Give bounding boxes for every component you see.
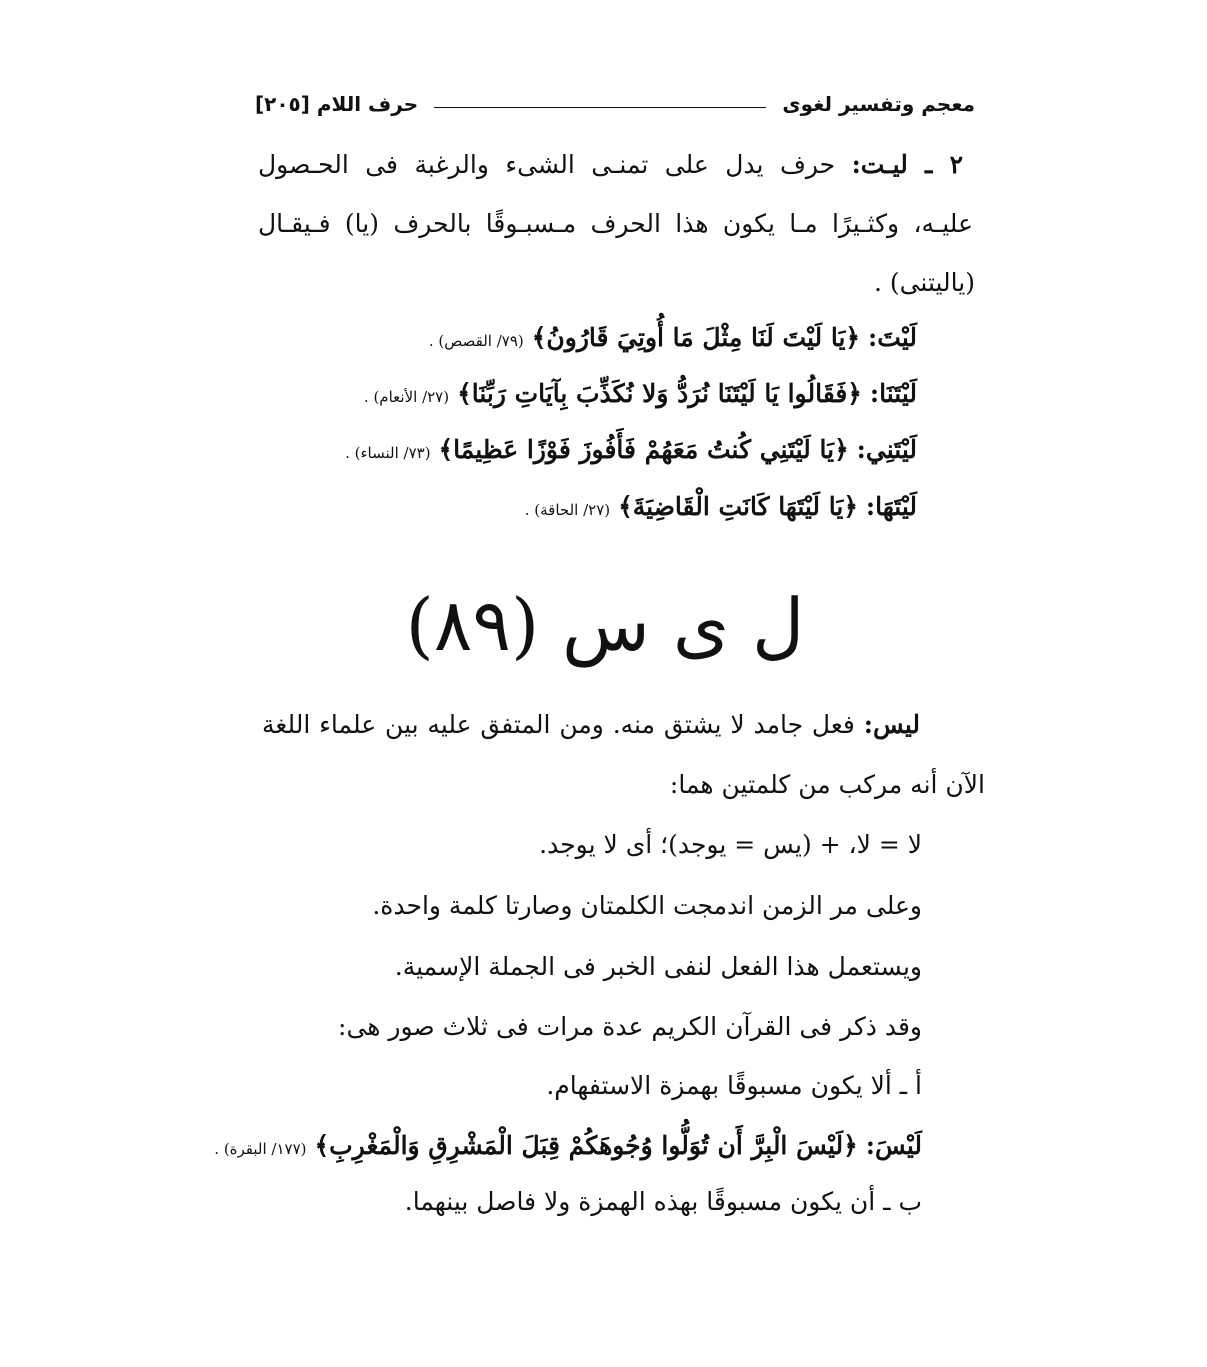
book-title: معجم وتفسير لغوى (782, 92, 975, 116)
laysa-usage-line: ويستعمل هذا الفعل لنفى الخبر فى الجملة الإسمية. (394, 952, 922, 981)
quran-verse: ﴿فَقَالُوا يَا لَيْتَنَا نُرَدُّ وَلا نُكَذِّبَ بِآيَاتِ رَبِّنَا﴾ (457, 379, 862, 408)
quran-verse: ﴿يَا لَيْتَنِي كُنتُ مَعَهُمْ فَأَفُوزَ فَوْزًا عَظِيمًا﴾ (438, 435, 849, 464)
section-reference: حرف اللام [٢٠٥] (255, 92, 419, 116)
running-header (255, 86, 975, 122)
verse-reference: (٧٩/ القصص) . (428, 332, 524, 350)
example-word: لَيْتَنِي: (856, 435, 917, 464)
example-word: لَيْتَنَا: (869, 379, 917, 408)
layt-definition-line-3 (874, 263, 975, 303)
header-rule (434, 107, 766, 108)
laysa-intro-line-2: الآن أنه مركب من كلمتين هما: (669, 770, 985, 799)
layt-example-1 (429, 318, 917, 361)
layt-definition-line-2 (258, 204, 973, 244)
layt-definition-line-1 (258, 145, 963, 185)
layt-text-line-2: عليـه، وكثـيرًا مـا يكون هذا الحرف مـسبـوقًا بالحرف (يا) فـيقـال (258, 209, 973, 238)
laysa-quran-line: وقد ذكر فى القرآن الكريم عدة مرات فى ثلاث صور هى: (338, 1012, 922, 1041)
layt-example-4 (525, 487, 917, 530)
laysa-intro-line-1 (262, 705, 920, 745)
example-word: لَيْتَهَا: (865, 492, 917, 521)
quran-verse: ﴿يَا لَيْتَهَا كَانَتِ الْقَاضِيَةَ﴾ (618, 492, 858, 521)
verse-reference: (٢٧/ الحاقة) . (524, 501, 611, 519)
laysa-intro-word: ليس: (863, 710, 920, 739)
laysa-case-b: ب ـ أن يكون مسبوقًا بهذه الهمزة ولا فاصل بينهما. (404, 1187, 922, 1216)
laysa-merge-line: وعلى مر الزمن اندمجت الكلمتان وصارتا كلمة واحدة. (372, 891, 922, 920)
example-word: لَيْتَ: (868, 323, 917, 352)
layt-text-line-3: (ياليتنى) . (873, 268, 975, 297)
layt-text-line-1: حرف يدل على تمنـى الشىء والرغبة فى الحـصول (258, 150, 836, 179)
quran-verse: ﴿يَا لَيْتَ لَنَا مِثْلَ مَا أُوتِيَ قَارُونُ﴾ (531, 323, 861, 352)
entry-heading: ل ى س (٨٩) (405, 583, 805, 667)
verse-reference: (٢٧/ الأنعام) . (363, 388, 450, 406)
laysa-example (214, 1126, 922, 1169)
verse-reference: (٧٣/ النساء) . (345, 444, 431, 462)
layt-example-3 (345, 430, 917, 473)
laysa-case-a: أ ـ ألا يكون مسبوقًا بهمزة الاستفهام. (546, 1071, 922, 1100)
layt-example-2 (364, 374, 917, 417)
laysa-intro-text: فعل جامد لا يشتق منه. ومن المتفق عليه بين علماء اللغة (262, 710, 855, 739)
quran-verse: ﴿لَيْسَ الْبِرَّ أَن تُوَلُّوا وُجُوهَكُمْ قِبَلَ الْمَشْرِقِ وَالْمَغْرِبِ﴾ (314, 1131, 858, 1160)
laysa-formula: لا = لا، + (يس = يوجد)؛ أى لا يوجد. (539, 830, 922, 859)
layt-heading-label: ٢ ـ ليـت: (851, 150, 963, 179)
example-word: لَيْسَ: (865, 1131, 922, 1160)
verse-reference: (١٧٧/ البقرة) . (214, 1140, 307, 1158)
